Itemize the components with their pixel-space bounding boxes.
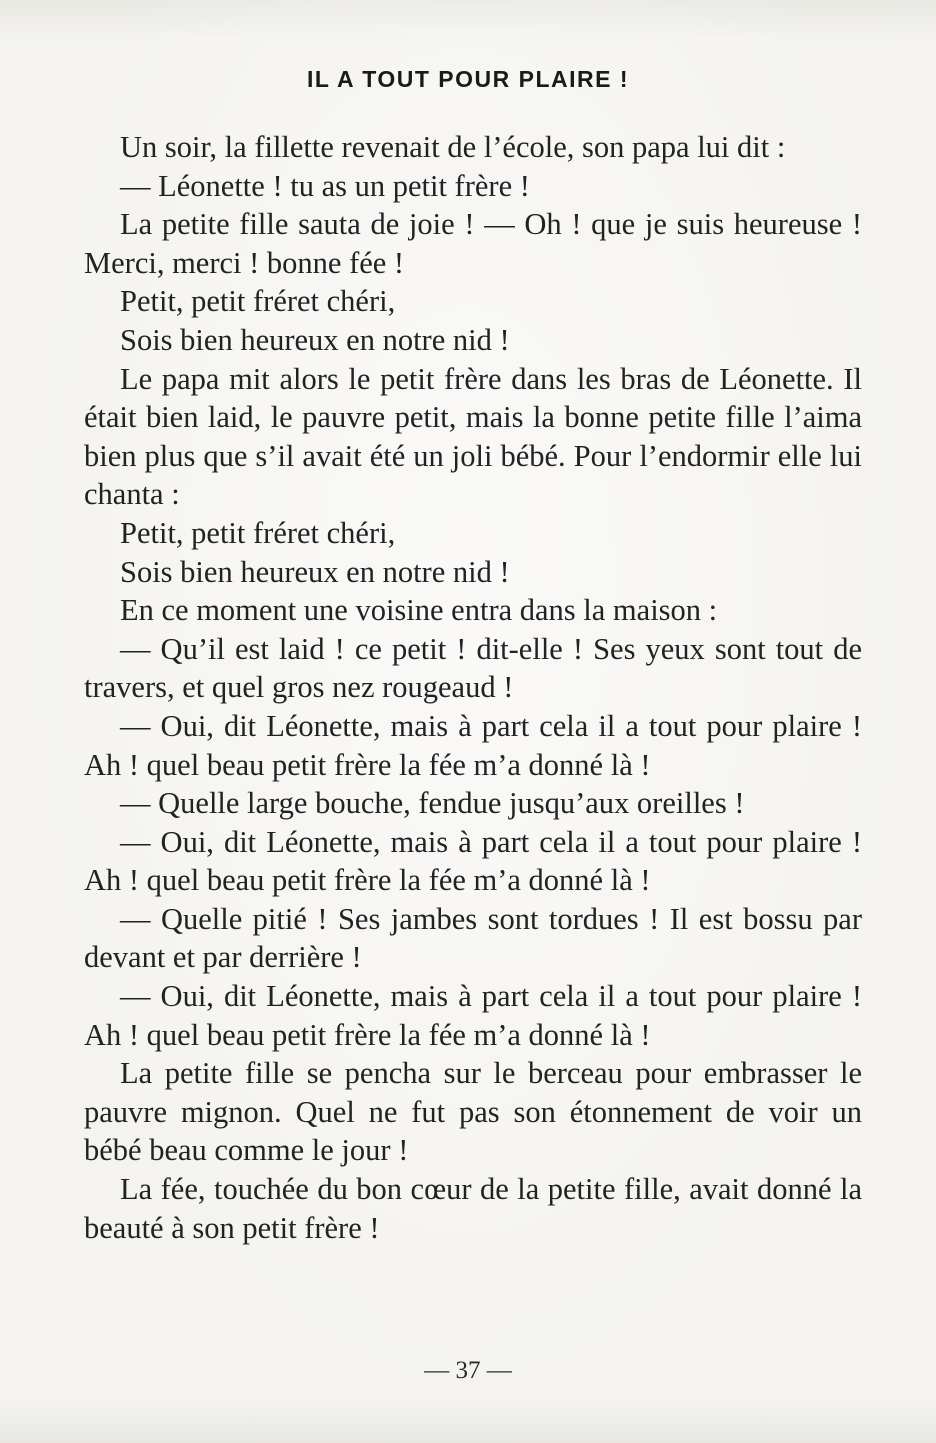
paragraph: — Quelle pitié ! Ses jambes sont tordues ! Il est bossu par devant et par derrière ! [84, 901, 862, 975]
paragraph: — Oui, dit Léonette, mais à part cela il a tout pour plaire ! Ah ! quel beau petit frère la fée m’a donné là ! [84, 979, 862, 1052]
paragraph: — Léonette ! tu as un petit frère ! [120, 168, 530, 203]
paragraph: — Quelle large bouche, fendue jusqu’aux oreilles ! [120, 786, 745, 821]
paragraph: La fée, touchée du bon cœur de la petite fille, avait donné la beauté à son petit frère ! [84, 1172, 862, 1245]
verse-line: Sois bien heureux en notre nid ! [120, 322, 510, 357]
page-number: — 37 — [424, 1357, 512, 1384]
verse-line: Petit, petit fréret chéri, [120, 284, 396, 319]
paragraph: — Oui, dit Léonette, mais à part cela il a tout pour plaire ! Ah ! quel beau petit frère la fée m’a donné là ! [84, 824, 862, 898]
paragraph: Le papa mit alors le petit frère dans les bras de Léonette. Il était bien laid, le pauvre petit, mais la bonne petite fille l’aima bien plus que s’il avait été un joli bébé. Pour l’endormir elle lui chanta : [84, 361, 862, 512]
verse-line: Petit, petit fréret chéri, [120, 515, 396, 550]
story-text [84, 128, 862, 1247]
paragraph: La petite fille sauta de joie ! — Oh ! que je suis heureuse ! Merci, merci ! bonne fée ! [84, 207, 862, 280]
paragraph: — Oui, dit Léonette, mais à part cela il a tout pour plaire ! Ah ! quel beau petit frère la fée m’a donné là ! [84, 708, 862, 782]
paragraph: — Qu’il est laid ! ce petit ! dit-elle ! Ses yeux sont tout de travers, et quel gros nez rougeaud ! [84, 631, 862, 705]
paragraph: Un soir, la fillette revenait de l’école, son papa lui dit : [120, 130, 786, 164]
verse-line: Sois bien heureux en notre nid ! [120, 554, 510, 589]
page-title: IL A TOUT POUR PLAIRE ! [306, 66, 629, 92]
paragraph: La petite fille se pencha sur le berceau pour embrasser le pauvre mignon. Quel ne fut pas son étonnement de voir un bébé beau comme le jour ! [84, 1056, 862, 1168]
paragraph: En ce moment une voisine entra dans la maison : [120, 593, 718, 628]
